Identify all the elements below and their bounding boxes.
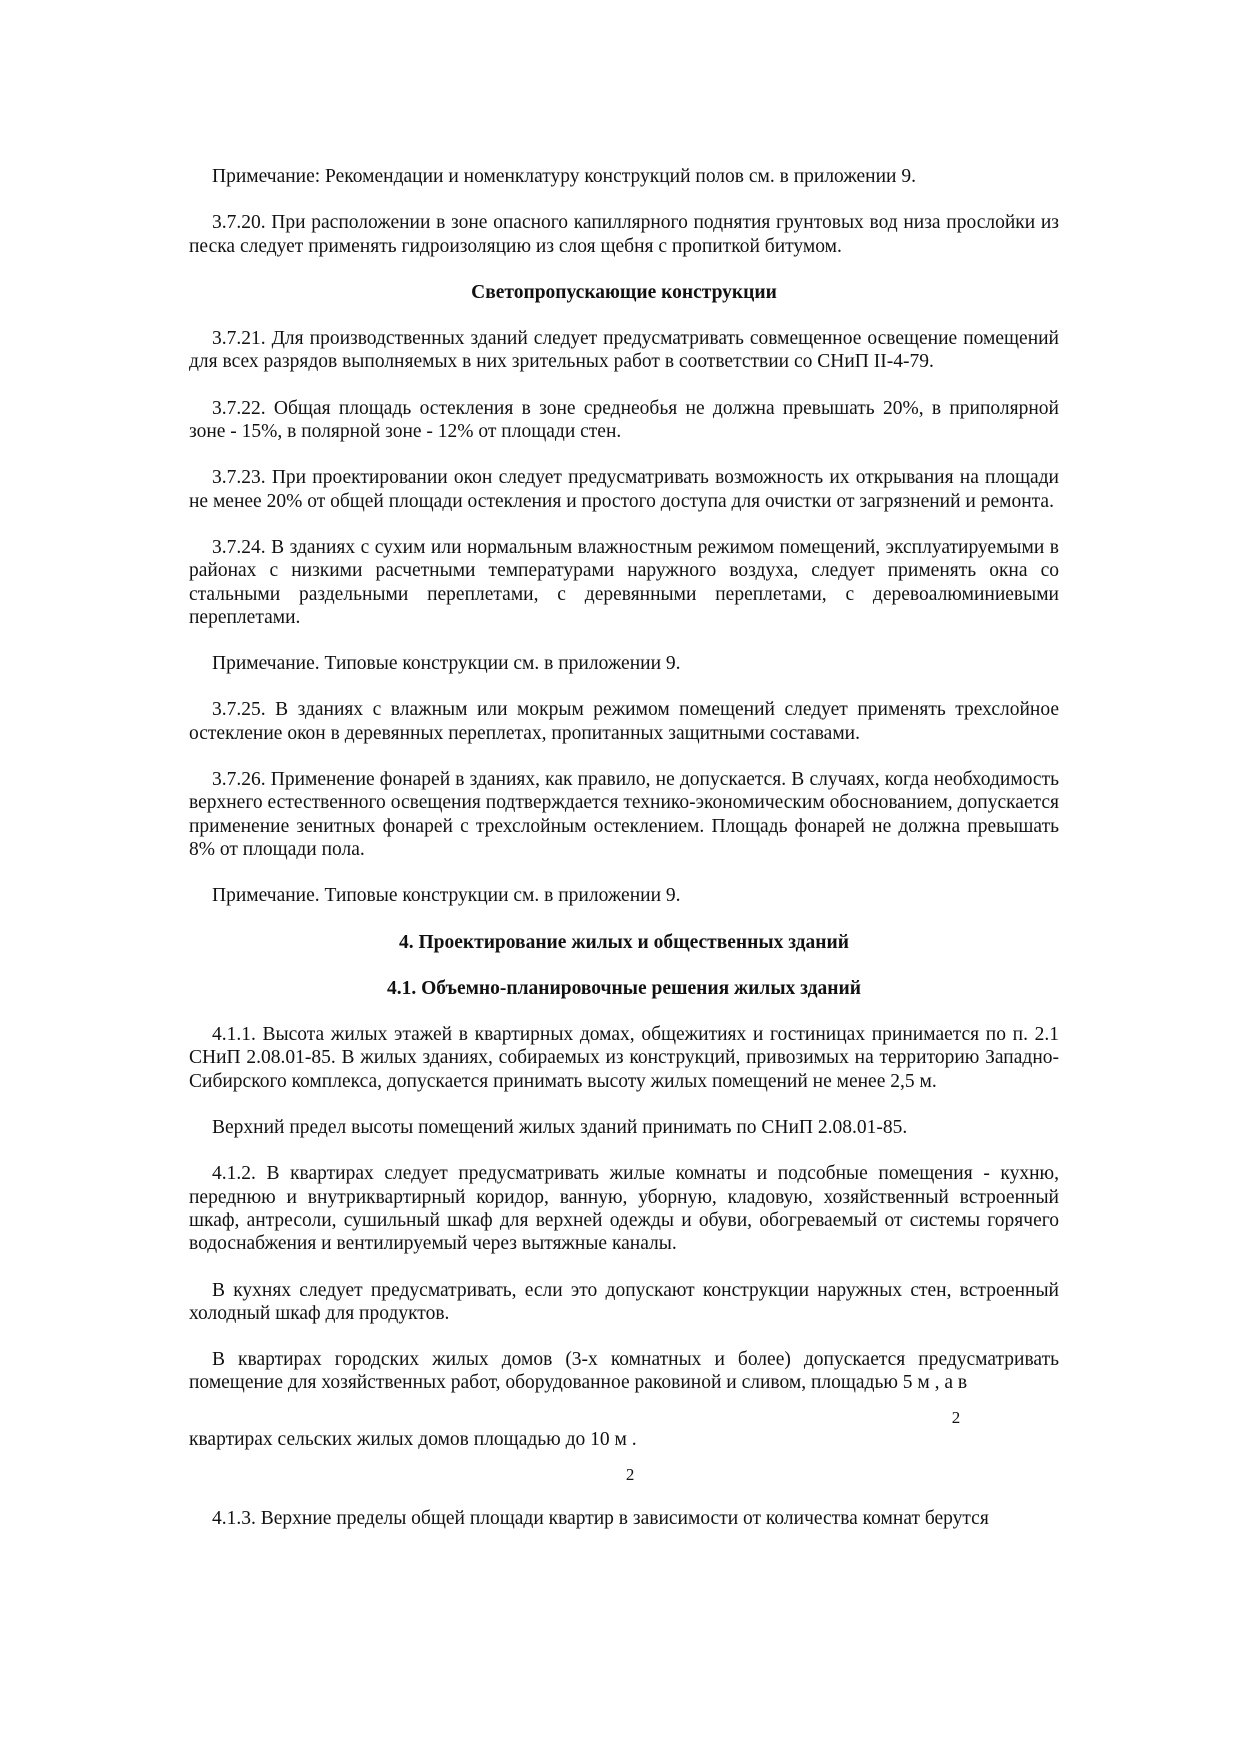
clause-3-7-20: 3.7.20. При расположении в зоне опасного капиллярного поднятия грунтовых вод низа прослойки из песка следует применять гидроизоляцию из слоя щебня с пропиткой битумом. xyxy=(189,212,1059,257)
clause-3-7-26: 3.7.26. Применение фонарей в зданиях, как правило, не допускается. В случаях, когда необходимость верхнего естественного освещения подтверждается технико-экономическим обоснованием, допускается применение зенитных фонарей с трехслойным остеклением. Площадь фонарей не должна превышать 8% от площади пола. xyxy=(189,769,1059,860)
rural-text: квартирах сельских жилых домов площадью до 10 м xyxy=(189,1428,627,1450)
section-heading-4-1: 4.1. Объемно-планировочные решения жилых зданий xyxy=(387,977,861,999)
clause-3-7-24: 3.7.24. В зданиях с сухим или нормальным влажностным режимом помещений, эксплуатируемыми в районах с низкими расчетными температурами наружного воздуха, следует применять окна со стальными раздельными переплетами, с деревянными переплетами, с деревоалюминиевыми переплетами. xyxy=(189,536,1059,628)
kitchen-cabinet-paragraph: В кухнях следует предусматривать, если это допускают конструкции наружных стен, встроенный холодный шкаф для продуктов. xyxy=(189,1279,1059,1324)
utility-room-text-a: В квартирах городских жилых домов (3-х комнатных и более) допускается предусматривать помещение для хозяйственных работ, оборудованное раковиной и сливом, площадью 5 м xyxy=(189,1349,1059,1394)
utility-room-text-b: , а в xyxy=(929,1372,968,1394)
clause-3-7-25: 3.7.25. В зданиях с влажным или мокрым режимом помещений следует применять трехслойное остекление окон в деревянных переплетах, пропитанных защитными составами. xyxy=(189,699,1059,744)
clause-4-1-1: 4.1.1. Высота жилых этажей в квартирных домах, общежитиях и гостиницах принимается по п. 2.1 СНиП 2.08.01-85. В жилых зданиях, собираемых из конструкций, привозимых на территорию Западно-Сибирского комплекса, допускается принимать высоту жилых помещений не менее 2,5 м. xyxy=(189,1024,1059,1092)
rural-text-end: . xyxy=(626,1428,637,1450)
rural-apartments-line: квартирах сельских жилых домов площадью до 10 м 2 . xyxy=(189,1428,637,1484)
clause-3-7-21: 3.7.21. Для производственных зданий следует предусматривать совмещенное освещение помещений для всех разрядов выполняемых в них зрительных работ в соответствии со СНиП II-4-79. xyxy=(189,328,1059,373)
note-floors: Примечание: Рекомендации и номенклатуру конструкций полов см. в приложении 9. xyxy=(212,166,916,187)
chapter-heading-4: 4. Проектирование жилых и общественных зданий xyxy=(398,931,850,953)
utility-room-paragraph: В квартирах городских жилых домов (3-х комнатных и более) допускается предусматривать помещение для хозяйственных работ, оборудованное раковиной и сливом, площадью 5 м 2 , а в xyxy=(189,1349,1059,1428)
clause-3-7-22: 3.7.22. Общая площадь остекления в зоне среднеобья не должна превышать 20%, в приполярной зоне - 15%, в полярной зоне - 12% от площади стен. xyxy=(189,397,1059,443)
clause-3-7-23: 3.7.23. При проектировании окон следует предусматривать возможность их открывания на площади не менее 20% от общей площади остекления и простого доступа для очистки от загрязнений и ремонта. xyxy=(189,467,1059,512)
ceiling-height-limit: Верхний предел высоты помещений жилых зданий принимать по СНиП 2.08.01-85. xyxy=(212,1117,908,1139)
document-page xyxy=(189,165,1059,1553)
clause-4-1-3: 4.1.3. Верхние пределы общей площади квартир в зависимости от количества комнат берутся xyxy=(212,1507,989,1529)
note-typical-structures-1: Примечание. Типовые конструкции см. в приложении 9. xyxy=(212,653,681,675)
note-typical-structures-2: Примечание. Типовые конструкции см. в приложении 9. xyxy=(212,885,681,907)
section-heading-light-transmitting: Светопропускающие конструкции xyxy=(471,281,777,303)
clause-4-1-2: 4.1.2. В квартирах следует предусматривать жилые комнаты и подсобные помещения - кухню, переднюю и внутриквартирный коридор, ванную, уборную, кладовую, хозяйственный встроенный шкаф, антресоли, сушильный шкаф для верхней одежды и обуви, обогреваемый от системы горячего водоснабжения и вентилируемый через вытяжные каналы. xyxy=(189,1163,1059,1255)
